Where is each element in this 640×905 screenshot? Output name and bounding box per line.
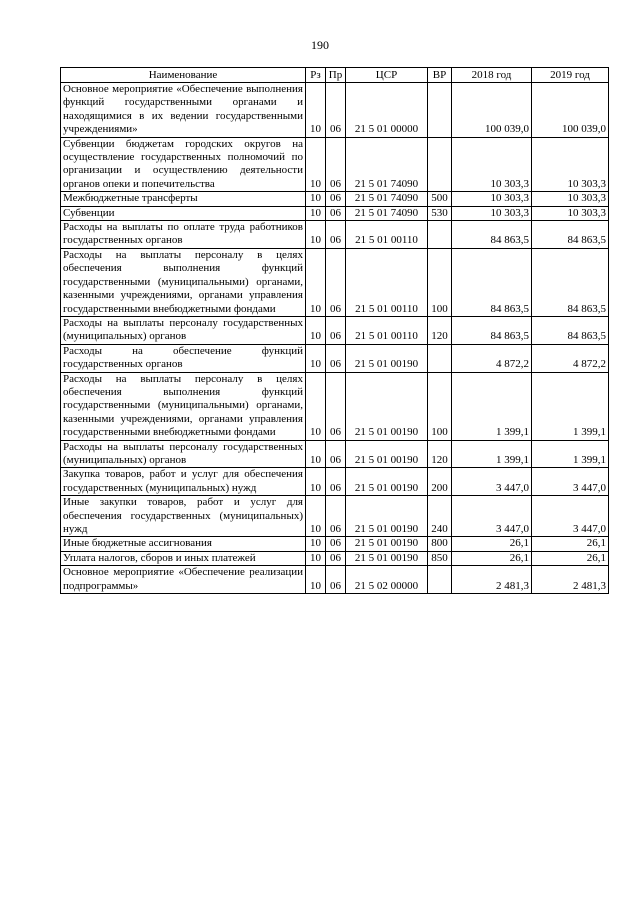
row-vr: 800 xyxy=(428,537,452,551)
row-pr: 06 xyxy=(326,221,346,249)
row-2019: 84 863,5 xyxy=(532,316,609,344)
header-name: Наименование xyxy=(61,68,306,83)
table-row xyxy=(61,192,609,206)
row-csr: 21 5 02 00000 xyxy=(346,566,428,594)
row-vr: 850 xyxy=(428,551,452,565)
row-2018: 1 399,1 xyxy=(452,440,532,468)
table-header-row xyxy=(61,68,609,83)
row-vr: 100 xyxy=(428,372,452,440)
row-name: Расходы на выплаты по оплате труда работников государственных органов xyxy=(61,221,306,249)
row-name: Закупка товаров, работ и услуг для обеспечения государственных (муниципальных) нужд xyxy=(61,468,306,496)
table-row xyxy=(61,206,609,220)
row-name: Расходы на выплаты персоналу в целях обеспечения выполнения функций государственными (муниципальными) органами, казенными учреждениями, органами управления государственными внебюджетными фондами xyxy=(61,248,306,316)
row-vr: 500 xyxy=(428,192,452,206)
row-vr: 100 xyxy=(428,248,452,316)
table-row xyxy=(61,221,609,249)
table-row xyxy=(61,551,609,565)
row-2018: 2 481,3 xyxy=(452,566,532,594)
row-csr: 21 5 01 74090 xyxy=(346,206,428,220)
row-vr: 200 xyxy=(428,468,452,496)
row-name: Расходы на выплаты персоналу государственных (муниципальных) органов xyxy=(61,316,306,344)
header-2018: 2018 год xyxy=(452,68,532,83)
table-row xyxy=(61,496,609,537)
row-rz: 10 xyxy=(306,221,326,249)
header-vr: ВР xyxy=(428,68,452,83)
row-csr: 21 5 01 00190 xyxy=(346,440,428,468)
row-2018: 10 303,3 xyxy=(452,206,532,220)
header-2019: 2019 год xyxy=(532,68,609,83)
row-vr xyxy=(428,344,452,372)
row-name: Расходы на выплаты персоналу государственных (муниципальных) органов xyxy=(61,440,306,468)
row-2018: 26,1 xyxy=(452,537,532,551)
table-row xyxy=(61,137,609,192)
row-2018: 3 447,0 xyxy=(452,468,532,496)
row-name: Субвенции бюджетам городских округов на осуществление государственных полномочий по организации и осуществлению деятельности органов опеки и попечительства xyxy=(61,137,306,192)
table-row xyxy=(61,537,609,551)
row-pr: 06 xyxy=(326,192,346,206)
table-row xyxy=(61,440,609,468)
row-2019: 1 399,1 xyxy=(532,372,609,440)
row-pr: 06 xyxy=(326,137,346,192)
table-row xyxy=(61,248,609,316)
row-vr: 530 xyxy=(428,206,452,220)
row-2018: 3 447,0 xyxy=(452,496,532,537)
row-csr: 21 5 01 74090 xyxy=(346,137,428,192)
row-2019: 1 399,1 xyxy=(532,440,609,468)
row-vr xyxy=(428,566,452,594)
row-2019: 3 447,0 xyxy=(532,468,609,496)
row-pr: 06 xyxy=(326,537,346,551)
row-2019: 100 039,0 xyxy=(532,83,609,138)
row-name: Расходы на выплаты персоналу в целях обеспечения выполнения функций государственными (муниципальными) органами, казенными учреждениями, органами управления государственными внебюджетными фондами xyxy=(61,372,306,440)
row-2019: 3 447,0 xyxy=(532,496,609,537)
row-rz: 10 xyxy=(306,537,326,551)
row-pr: 06 xyxy=(326,344,346,372)
row-rz: 10 xyxy=(306,566,326,594)
row-rz: 10 xyxy=(306,468,326,496)
row-csr: 21 5 01 00110 xyxy=(346,248,428,316)
row-rz: 10 xyxy=(306,83,326,138)
row-2019: 26,1 xyxy=(532,537,609,551)
row-pr: 06 xyxy=(326,206,346,220)
row-csr: 21 5 01 00000 xyxy=(346,83,428,138)
page-number: 190 xyxy=(311,38,329,52)
row-pr: 06 xyxy=(326,372,346,440)
row-pr: 06 xyxy=(326,566,346,594)
header-pr: Пр xyxy=(326,68,346,83)
row-2019: 26,1 xyxy=(532,551,609,565)
row-csr: 21 5 01 00190 xyxy=(346,496,428,537)
row-pr: 06 xyxy=(326,496,346,537)
row-vr: 120 xyxy=(428,316,452,344)
table-row xyxy=(61,316,609,344)
table-row xyxy=(61,372,609,440)
row-vr: 120 xyxy=(428,440,452,468)
row-csr: 21 5 01 00190 xyxy=(346,537,428,551)
row-rz: 10 xyxy=(306,206,326,220)
budget-table xyxy=(60,67,609,594)
table-row xyxy=(61,468,609,496)
row-2018: 1 399,1 xyxy=(452,372,532,440)
row-2018: 10 303,3 xyxy=(452,192,532,206)
row-rz: 10 xyxy=(306,192,326,206)
row-2018: 84 863,5 xyxy=(452,248,532,316)
row-2019: 84 863,5 xyxy=(532,248,609,316)
row-pr: 06 xyxy=(326,440,346,468)
row-2018: 10 303,3 xyxy=(452,137,532,192)
row-rz: 10 xyxy=(306,137,326,192)
row-2019: 10 303,3 xyxy=(532,192,609,206)
row-rz: 10 xyxy=(306,248,326,316)
row-vr xyxy=(428,221,452,249)
row-pr: 06 xyxy=(326,551,346,565)
row-name: Межбюджетные трансферты xyxy=(61,192,306,206)
row-rz: 10 xyxy=(306,440,326,468)
row-name: Иные бюджетные ассигнования xyxy=(61,537,306,551)
header-rz: Рз xyxy=(306,68,326,83)
row-2019: 10 303,3 xyxy=(532,137,609,192)
row-rz: 10 xyxy=(306,316,326,344)
row-csr: 21 5 01 00190 xyxy=(346,372,428,440)
row-pr: 06 xyxy=(326,248,346,316)
row-rz: 10 xyxy=(306,551,326,565)
row-2018: 100 039,0 xyxy=(452,83,532,138)
row-2019: 10 303,3 xyxy=(532,206,609,220)
row-csr: 21 5 01 00110 xyxy=(346,221,428,249)
row-2019: 84 863,5 xyxy=(532,221,609,249)
row-name: Иные закупки товаров, работ и услуг для обеспечения государственных (муниципальных) нужд xyxy=(61,496,306,537)
row-pr: 06 xyxy=(326,468,346,496)
row-csr: 21 5 01 00110 xyxy=(346,316,428,344)
header-csr: ЦСР xyxy=(346,68,428,83)
row-pr: 06 xyxy=(326,316,346,344)
row-csr: 21 5 01 00190 xyxy=(346,551,428,565)
table-row xyxy=(61,83,609,138)
row-name: Уплата налогов, сборов и иных платежей xyxy=(61,551,306,565)
row-2018: 84 863,5 xyxy=(452,316,532,344)
table-row xyxy=(61,566,609,594)
row-rz: 10 xyxy=(306,496,326,537)
row-2018: 26,1 xyxy=(452,551,532,565)
row-name: Основное мероприятие «Обеспечение реализации подпрограммы» xyxy=(61,566,306,594)
row-vr: 240 xyxy=(428,496,452,537)
row-name: Основное мероприятие «Обеспечение выполнения функций государственными органами и находящимися в их ведении государственными учреждениями» xyxy=(61,83,306,138)
row-vr xyxy=(428,137,452,192)
row-2019: 2 481,3 xyxy=(532,566,609,594)
row-name: Расходы на обеспечение функций государственных органов xyxy=(61,344,306,372)
row-2018: 84 863,5 xyxy=(452,221,532,249)
row-csr: 21 5 01 74090 xyxy=(346,192,428,206)
row-2018: 4 872,2 xyxy=(452,344,532,372)
row-csr: 21 5 01 00190 xyxy=(346,344,428,372)
row-rz: 10 xyxy=(306,372,326,440)
row-vr xyxy=(428,83,452,138)
row-pr: 06 xyxy=(326,83,346,138)
row-rz: 10 xyxy=(306,344,326,372)
table-row xyxy=(61,344,609,372)
row-2019: 4 872,2 xyxy=(532,344,609,372)
row-name: Субвенции xyxy=(61,206,306,220)
row-csr: 21 5 01 00190 xyxy=(346,468,428,496)
